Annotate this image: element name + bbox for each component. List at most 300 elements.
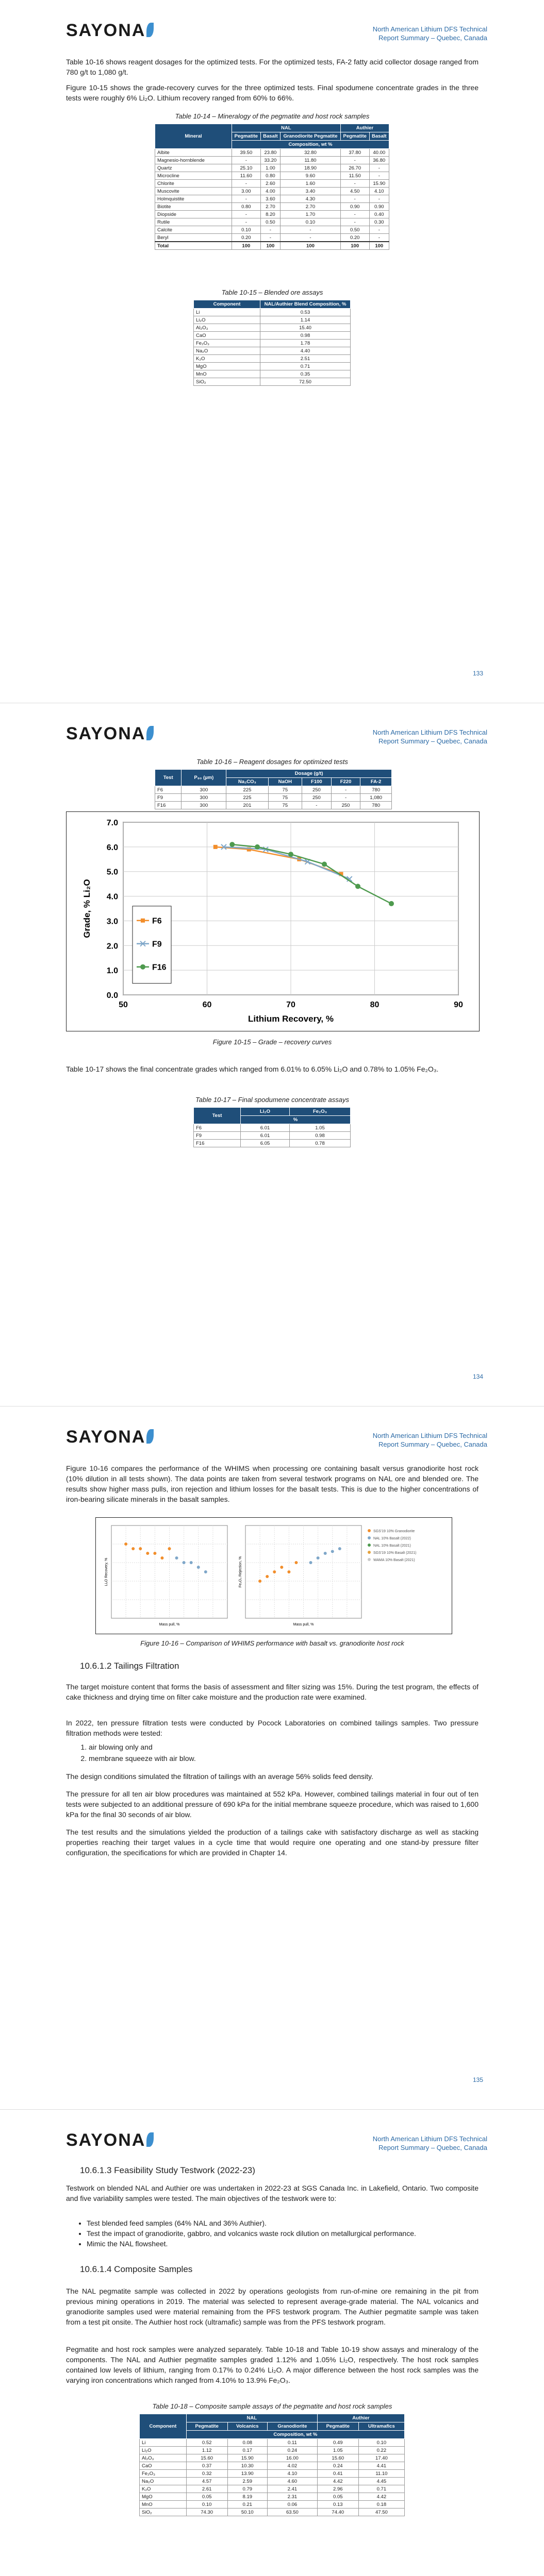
col-header: Granodiorite bbox=[267, 2422, 317, 2431]
table-row bbox=[140, 2439, 405, 2447]
table-row bbox=[140, 2509, 405, 2516]
table-cell: 100 bbox=[369, 242, 389, 250]
row-label: Al₂O₃ bbox=[194, 324, 260, 332]
row-label: Fe₂O₃ bbox=[194, 340, 260, 347]
row-label: F9 bbox=[194, 1132, 241, 1140]
table-cell: 4.50 bbox=[340, 188, 369, 195]
table-cell: 15.40 bbox=[260, 324, 351, 332]
y-tick-label: 5.0 bbox=[106, 868, 118, 877]
table-row bbox=[140, 2478, 405, 2485]
header-line-1: North American Lithium DFS Technical bbox=[372, 728, 487, 736]
table-cell: 0.80 bbox=[260, 172, 280, 180]
table-cell: 0.10 bbox=[358, 2439, 404, 2447]
table-cell: 0.79 bbox=[227, 2485, 267, 2493]
page-134 bbox=[0, 703, 544, 1406]
col-header: Component bbox=[194, 300, 260, 309]
table-cell: 0.24 bbox=[317, 2462, 358, 2470]
table-cell: 2.70 bbox=[281, 203, 341, 211]
row-label: Total bbox=[155, 242, 232, 250]
logo: SAYONA bbox=[66, 21, 154, 41]
table-cell: 780 bbox=[360, 802, 392, 809]
table-cell: 100 bbox=[232, 242, 261, 250]
table-cell: 4.41 bbox=[358, 2462, 404, 2470]
x-tick-label: 80 bbox=[370, 1001, 380, 1009]
table-cell: 0.71 bbox=[260, 363, 351, 370]
y-tick-label: 3.0 bbox=[106, 917, 118, 926]
logo: SAYONA bbox=[66, 724, 154, 744]
row-label: MnO bbox=[140, 2501, 187, 2509]
data-point bbox=[266, 1575, 269, 1578]
table-cell: 50.10 bbox=[227, 2509, 267, 2516]
table-row bbox=[194, 316, 351, 324]
paragraph: The NAL pegmatite sample was collected in 2022 by operations geologists from run-of-mine ore remaining in the pit from previous mining operations in 2019. The material was selected to represent average-grade material. The NAL volcanics and granodiorite samples used were material remaining from the PFS testwork program. The Authier pegmatite sample was taken from a test pit onsite. The Authier host rock (ultramafic) sample was from the PFS testwork program. bbox=[66, 2287, 479, 2326]
table-cell: 47.50 bbox=[358, 2509, 404, 2516]
page-number: 134 bbox=[472, 1373, 483, 1380]
table-row bbox=[194, 340, 351, 347]
col-header: NAL/Authier Blend Composition, % bbox=[260, 300, 351, 309]
col-header: Pegmatite bbox=[340, 132, 369, 141]
y-axis-label: Grade, % Li₂O bbox=[82, 879, 92, 938]
row-label: Diopside bbox=[155, 211, 232, 218]
table-cell: 2.41 bbox=[267, 2485, 317, 2493]
table-cell: 39.50 bbox=[232, 149, 261, 157]
table-cell: 25.10 bbox=[232, 164, 261, 172]
figure-caption: Figure 10-16 – Comparison of WHIMS performance with basalt vs. granodiorite host rock bbox=[140, 1639, 404, 1647]
table-cell: 0.90 bbox=[369, 203, 389, 211]
row-label: Rutile bbox=[155, 218, 232, 226]
table-cell: 0.17 bbox=[227, 2447, 267, 2454]
legend-marker bbox=[140, 964, 145, 970]
section-heading: 10.6.1.4 Composite Samples bbox=[80, 2264, 193, 2274]
col-header: Test bbox=[194, 1108, 241, 1124]
logo: SAYONA bbox=[66, 2130, 154, 2150]
table-cell: 75 bbox=[268, 786, 302, 794]
list-item: • Test the impact of granodiorite, gabbro, and volcanics waste rock dilution on metallurgical performance. bbox=[87, 2228, 489, 2239]
page-number: 135 bbox=[472, 2076, 483, 2083]
row-label: Na₂O bbox=[140, 2478, 187, 2485]
table-cell: 0.37 bbox=[186, 2462, 227, 2470]
table-cell: 15.60 bbox=[317, 2454, 358, 2462]
legend-label: NAL 10% Basalt (2022) bbox=[373, 1537, 411, 1540]
list-item: 1. air blowing only and bbox=[89, 1741, 491, 1753]
table-cell: 0.05 bbox=[317, 2493, 358, 2501]
table-row bbox=[140, 2470, 405, 2478]
reagent-dosage-table bbox=[155, 769, 392, 809]
table-cell: 16.00 bbox=[267, 2454, 317, 2462]
table-cell: 18.90 bbox=[281, 164, 341, 172]
table-cell: 1.12 bbox=[186, 2447, 227, 2454]
data-point bbox=[204, 1570, 207, 1573]
table-cell: 4.57 bbox=[186, 2478, 227, 2485]
x-tick-label: 90 bbox=[454, 1001, 463, 1009]
table-row bbox=[194, 324, 351, 332]
table-cell: 36.80 bbox=[369, 157, 389, 164]
table-cell: 0.80 bbox=[232, 203, 261, 211]
header-line-1: North American Lithium DFS Technical bbox=[372, 25, 487, 33]
table-cell: 250 bbox=[302, 786, 332, 794]
data-point bbox=[338, 1547, 341, 1550]
col-header: Pegmatite bbox=[232, 132, 261, 141]
y-tick-label: 0.0 bbox=[106, 991, 118, 1000]
table-cell: - bbox=[340, 180, 369, 188]
paragraph: Table 10-16 shows reagent dosages for the optimized tests. For the optimized tests, FA-2 fatty acid collector dosage ranged from 780 g/t to 1,080 g/t. bbox=[66, 58, 479, 76]
table-cell: 40.00 bbox=[369, 149, 389, 157]
whims-figure bbox=[95, 1517, 452, 1634]
table-cell: 0.13 bbox=[317, 2501, 358, 2509]
data-point bbox=[175, 1556, 178, 1560]
table-cell: 0.22 bbox=[358, 2447, 404, 2454]
table-cell: 13.90 bbox=[227, 2470, 267, 2478]
table-row bbox=[155, 786, 392, 794]
table-row bbox=[194, 1132, 351, 1140]
data-point bbox=[160, 1556, 163, 1560]
table-cell: - bbox=[369, 195, 389, 203]
table-cell: 300 bbox=[182, 786, 226, 794]
x-axis-label: Mass pull, % bbox=[159, 1623, 180, 1626]
table-cell: 2.61 bbox=[186, 2485, 227, 2493]
row-label: SiO₂ bbox=[140, 2509, 187, 2516]
table-cell: - bbox=[369, 226, 389, 234]
table-row bbox=[194, 355, 351, 363]
table-cell: 4.42 bbox=[317, 2478, 358, 2485]
data-point bbox=[355, 884, 360, 889]
col-header: Granodiorite Pegmatite bbox=[281, 132, 341, 141]
table-cell: 4.00 bbox=[260, 188, 280, 195]
paragraph: Testwork on blended NAL and Authier ore was undertaken in 2022-23 at SGS Canada Inc. in Lakefield, Ontario. Two composite and five variability samples were tested. The main objectives of the testwork were to: bbox=[66, 2184, 479, 2202]
logo: SAYONA bbox=[66, 1427, 154, 1447]
row-label: Li₂O bbox=[194, 316, 260, 324]
data-point bbox=[197, 1566, 200, 1569]
table-cell: - bbox=[340, 211, 369, 218]
table-cell: 300 bbox=[182, 802, 226, 809]
table-cell: 2.70 bbox=[260, 203, 280, 211]
table-cell: 11.60 bbox=[232, 172, 261, 180]
table-cell: 0.78 bbox=[290, 1140, 351, 1147]
table-cell: 2.51 bbox=[260, 355, 351, 363]
table-row bbox=[194, 332, 351, 340]
paragraph: The design conditions simulated the filtration of tailings with an average 56% solids feed density. bbox=[66, 1772, 373, 1781]
table-cell: 0.50 bbox=[260, 218, 280, 226]
table-cell: 75 bbox=[268, 794, 302, 802]
table-cell: 4.02 bbox=[267, 2462, 317, 2470]
table-cell: 225 bbox=[226, 786, 268, 794]
section-heading: 10.6.1.2 Tailings Filtration bbox=[80, 1661, 179, 1671]
paragraph: Table 10-17 shows the final concentrate grades which ranged from 6.01% to 6.05% Li₂O and 0.78% to 1.05% Fe₂O₃. bbox=[66, 1065, 439, 1073]
y-axis-label: Fe₂O₃ Rejection, % bbox=[239, 1556, 242, 1588]
table-cell: 63.50 bbox=[267, 2509, 317, 2516]
table-row bbox=[140, 2493, 405, 2501]
paragraph: The pressure for all ten air blow procedures was maintained at 552 kPa. However, combined tailings material in four out of ten tests were subjected to an additional pressure of 690 kPa for the initial membrane squeeze procedure, which was raised to 1,600 kPa for the final 30 seconds of air blow. bbox=[66, 1790, 479, 1819]
section-heading: 10.6.1.3 Feasibility Study Testwork (2022-23) bbox=[80, 2165, 255, 2175]
table-cell: 4.40 bbox=[260, 347, 351, 355]
table-row bbox=[155, 226, 389, 234]
table-cell: - bbox=[340, 157, 369, 164]
header-line-1: North American Lithium DFS Technical bbox=[372, 1432, 487, 1439]
paragraph: The test results and the simulations yielded the production of a tailings cake with satisfactory discharge as well as stacking properties reaching their target values in a cycle time that would require one operating and one stand-by pressure filter configuration, the specifications for which are provided in Chapter 14. bbox=[66, 1828, 479, 1857]
group-header: Authier bbox=[317, 2414, 404, 2422]
table-row bbox=[140, 2485, 405, 2493]
data-point bbox=[153, 1552, 156, 1555]
table-cell: 0.98 bbox=[260, 332, 351, 340]
table-cell: 0.05 bbox=[186, 2493, 227, 2501]
table-cell: 4.10 bbox=[267, 2470, 317, 2478]
table-row bbox=[155, 195, 389, 203]
table-caption: Table 10-17 – Final spodumene concentrate assays bbox=[195, 1096, 349, 1104]
col-header: Basalt bbox=[260, 132, 280, 141]
table-cell: 780 bbox=[360, 786, 392, 794]
table-cell: 0.06 bbox=[267, 2501, 317, 2509]
table-cell: 4.42 bbox=[358, 2493, 404, 2501]
col-header: Component bbox=[140, 2414, 187, 2439]
y-tick-label: 6.0 bbox=[106, 843, 118, 852]
data-point bbox=[294, 1561, 298, 1564]
row-label: CaO bbox=[140, 2462, 187, 2470]
list-item: • Test blended feed samples (64% NAL and 36% Authier). bbox=[87, 2218, 489, 2228]
row-label: Na₂O bbox=[194, 347, 260, 355]
paragraph: Pegmatite and host rock samples were analyzed separately. Table 10-18 and Table 10-19 show assays and mineralogy of the components. The NAL and Authier pegmatite samples graded 1.12% and 1.05% Li₂O, respectively. The host rock samples contained low levels of lithium, ranging from 0.17% to 0.24% Li₂O. A major difference between the host rock samples was the varying iron concentrations which ranged from 4.10% to 13.9% Fe₂O₃. bbox=[66, 2345, 479, 2384]
x-tick-label: 60 bbox=[202, 1001, 212, 1009]
table-row bbox=[194, 309, 351, 316]
table-cell: 0.52 bbox=[186, 2439, 227, 2447]
mineralogy-table bbox=[155, 124, 389, 250]
objective-list bbox=[77, 2218, 489, 2249]
legend-label: NAL 10% Basalt (2021) bbox=[373, 1544, 411, 1548]
table-row bbox=[155, 172, 389, 180]
legend-label: SGS'19 10% Basalt (2021) bbox=[373, 1551, 417, 1555]
table-cell: 250 bbox=[302, 794, 332, 802]
leaf-icon bbox=[146, 2132, 154, 2147]
legend-label: F16 bbox=[152, 963, 167, 972]
report-header bbox=[373, 1431, 487, 1449]
col-header: Na₂CO₃ bbox=[226, 778, 268, 786]
table-row bbox=[155, 157, 389, 164]
table-cell: 0.21 bbox=[227, 2501, 267, 2509]
table-cell: - bbox=[232, 157, 261, 164]
row-label: Magnesio-hornblende bbox=[155, 157, 232, 164]
table-cell: - bbox=[260, 234, 280, 242]
data-point bbox=[324, 1552, 327, 1555]
report-header bbox=[373, 25, 487, 42]
row-label: K₂O bbox=[194, 355, 260, 363]
blended-assay-table bbox=[193, 300, 351, 386]
table-cell: 0.35 bbox=[260, 370, 351, 378]
method-list bbox=[77, 1741, 491, 1764]
group-header: NAL bbox=[232, 124, 341, 132]
report-header bbox=[373, 728, 487, 745]
table-cell: 0.10 bbox=[232, 226, 261, 234]
list-item: • Mimic the NAL flowsheet. bbox=[87, 2239, 489, 2249]
data-point bbox=[322, 861, 327, 867]
table-row bbox=[155, 242, 389, 250]
table-cell: - bbox=[340, 195, 369, 203]
table-row bbox=[155, 218, 389, 226]
table-cell: - bbox=[369, 234, 389, 242]
table-cell: 0.49 bbox=[317, 2439, 358, 2447]
header-line-2: Report Summary – Quebec, Canada bbox=[378, 2144, 487, 2151]
table-cell: 0.18 bbox=[358, 2501, 404, 2509]
table-cell: 0.10 bbox=[186, 2501, 227, 2509]
leaf-icon bbox=[146, 1429, 154, 1444]
table-cell: 37.80 bbox=[340, 149, 369, 157]
table-caption: Table 10-18 – Composite sample assays of the pegmatite and host rock samples bbox=[152, 2402, 392, 2410]
data-point bbox=[124, 1543, 127, 1546]
row-label: F16 bbox=[194, 1140, 241, 1147]
row-label: Li bbox=[194, 309, 260, 316]
table-cell: - bbox=[232, 195, 261, 203]
y-tick-label: 2.0 bbox=[106, 942, 118, 951]
table-cell: 0.11 bbox=[267, 2439, 317, 2447]
row-label: F9 bbox=[155, 794, 182, 802]
table-cell: 100 bbox=[281, 242, 341, 250]
data-point bbox=[389, 901, 394, 906]
row-label: SiO₂ bbox=[194, 378, 260, 386]
table-row bbox=[140, 2447, 405, 2454]
table-cell: 0.50 bbox=[340, 226, 369, 234]
table-cell: 201 bbox=[226, 802, 268, 809]
report-header bbox=[373, 2134, 487, 2152]
table-cell: 2.60 bbox=[260, 180, 280, 188]
figure-caption: Figure 10-15 – Grade – recovery curves bbox=[212, 1038, 332, 1046]
table-cell: - bbox=[340, 218, 369, 226]
table-cell: 0.30 bbox=[369, 218, 389, 226]
table-cell: 6.01 bbox=[241, 1132, 290, 1140]
y-tick-label: 7.0 bbox=[106, 819, 118, 827]
col-header: Volcanics bbox=[227, 2422, 267, 2431]
col-header: Li₂O bbox=[241, 1108, 290, 1116]
paragraph: The target moisture content that forms the basis of assessment and filter sizing was 15%. During the test program, the effects of cake thickness and drying time on filter cake moisture and the production rate were examined. bbox=[66, 1683, 479, 1701]
col-header: Basalt bbox=[369, 132, 389, 141]
data-point bbox=[288, 852, 293, 857]
table-cell: 15.90 bbox=[369, 180, 389, 188]
table-cell: 250 bbox=[331, 802, 360, 809]
table-cell: - bbox=[260, 226, 280, 234]
data-point bbox=[131, 1547, 135, 1550]
table-cell: - bbox=[331, 794, 360, 802]
header-line-2: Report Summary – Quebec, Canada bbox=[378, 34, 487, 42]
table-cell: 100 bbox=[260, 242, 280, 250]
row-label: MgO bbox=[194, 363, 260, 370]
y-tick-label: 4.0 bbox=[106, 892, 118, 902]
table-row bbox=[140, 2454, 405, 2462]
table-cell: 11.50 bbox=[340, 172, 369, 180]
table-cell: - bbox=[302, 802, 332, 809]
table-cell: 0.98 bbox=[290, 1132, 351, 1140]
table-cell: 0.20 bbox=[340, 234, 369, 242]
legend-label: F9 bbox=[152, 940, 162, 949]
group-header: NAL bbox=[186, 2414, 317, 2422]
table-cell: 1.70 bbox=[281, 211, 341, 218]
table-cell: 0.32 bbox=[186, 2470, 227, 2478]
table-cell: 32.80 bbox=[281, 149, 341, 157]
data-point bbox=[183, 1561, 186, 1564]
page-number: 133 bbox=[472, 670, 483, 677]
table-cell: 0.90 bbox=[340, 203, 369, 211]
table-row bbox=[194, 363, 351, 370]
data-point bbox=[168, 1547, 171, 1550]
table-cell: 6.01 bbox=[241, 1124, 290, 1132]
paragraph: Figure 10-15 shows the grade-recovery curves for the three optimized tests. Final spodumene concentrate grades in the three tests were roughly 6% Li₂O. Lithium recovery ranged from 60% to 66%. bbox=[66, 83, 479, 102]
table-cell: 4.10 bbox=[369, 188, 389, 195]
data-point bbox=[213, 845, 218, 849]
table-cell: 1.05 bbox=[290, 1124, 351, 1132]
legend-marker bbox=[368, 1544, 371, 1547]
col-header: Test bbox=[155, 770, 182, 786]
row-label: K₂O bbox=[140, 2485, 187, 2493]
data-point bbox=[280, 1566, 283, 1569]
y-tick-label: 1.0 bbox=[106, 967, 118, 976]
row-label: MgO bbox=[140, 2493, 187, 2501]
table-row bbox=[155, 211, 389, 218]
table-cell: 72.50 bbox=[260, 378, 351, 386]
table-caption: Table 10-14 – Mineralogy of the pegmatite and host rock samples bbox=[175, 112, 370, 120]
y-axis-label: Li₂O Recovery, % bbox=[105, 1557, 108, 1586]
data-point bbox=[255, 844, 260, 850]
table-row bbox=[155, 188, 389, 195]
list-item: 2. membrane squeeze with air blow. bbox=[89, 1753, 491, 1764]
table-cell: 6.05 bbox=[241, 1140, 290, 1147]
data-point bbox=[146, 1552, 149, 1555]
table-cell: - bbox=[369, 172, 389, 180]
table-cell: - bbox=[232, 180, 261, 188]
legend-label: WAMA 10% Basalt (2021) bbox=[373, 1558, 415, 1562]
table-cell: 1.14 bbox=[260, 316, 351, 324]
data-point bbox=[139, 1547, 142, 1550]
table-cell: 0.71 bbox=[358, 2485, 404, 2493]
header-line-2: Report Summary – Quebec, Canada bbox=[378, 737, 487, 745]
data-point bbox=[258, 1580, 261, 1583]
col-header: F100 bbox=[302, 778, 332, 786]
table-cell: 100 bbox=[340, 242, 369, 250]
table-cell: 3.00 bbox=[232, 188, 261, 195]
table-row bbox=[155, 180, 389, 188]
table-cell: 3.40 bbox=[281, 188, 341, 195]
leaf-icon bbox=[146, 726, 154, 740]
table-row bbox=[194, 1140, 351, 1147]
row-label: Biotite bbox=[155, 203, 232, 211]
table-cell: 74.30 bbox=[186, 2509, 227, 2516]
table-cell: 75 bbox=[268, 802, 302, 809]
legend-marker bbox=[368, 1558, 371, 1561]
table-cell: 4.60 bbox=[267, 2478, 317, 2485]
table-caption: Table 10-16 – Reagent dosages for optimized tests bbox=[196, 758, 348, 766]
table-cell: 1,080 bbox=[360, 794, 392, 802]
table-row bbox=[194, 1124, 351, 1132]
x-tick-label: 70 bbox=[286, 1001, 295, 1009]
row-label: Beryl bbox=[155, 234, 232, 242]
row-label: Al₂O₃ bbox=[140, 2454, 187, 2462]
concentrate-assay-table bbox=[193, 1107, 351, 1147]
row-label: F6 bbox=[155, 786, 182, 794]
data-point bbox=[317, 1556, 320, 1560]
row-label: Microcline bbox=[155, 172, 232, 180]
table-cell: 1.05 bbox=[317, 2447, 358, 2454]
row-label: MnO bbox=[194, 370, 260, 378]
table-cell: 4.30 bbox=[281, 195, 341, 203]
table-row bbox=[140, 2501, 405, 2509]
table-cell: 17.40 bbox=[358, 2454, 404, 2462]
composite-assay-table bbox=[139, 2414, 405, 2516]
row-label: Chlorite bbox=[155, 180, 232, 188]
page-135 bbox=[0, 1406, 544, 2110]
group-header: Authier bbox=[340, 124, 389, 132]
table-cell: - bbox=[369, 164, 389, 172]
col-header: Fe₂O₃ bbox=[290, 1108, 351, 1116]
legend-marker bbox=[141, 919, 145, 923]
table-cell: 2.31 bbox=[267, 2493, 317, 2501]
col-header: FA-2 bbox=[360, 778, 392, 786]
legend-label: SGS'19 10% Granodiorite bbox=[373, 1530, 415, 1533]
x-axis-label: Mass pull, % bbox=[293, 1623, 314, 1626]
